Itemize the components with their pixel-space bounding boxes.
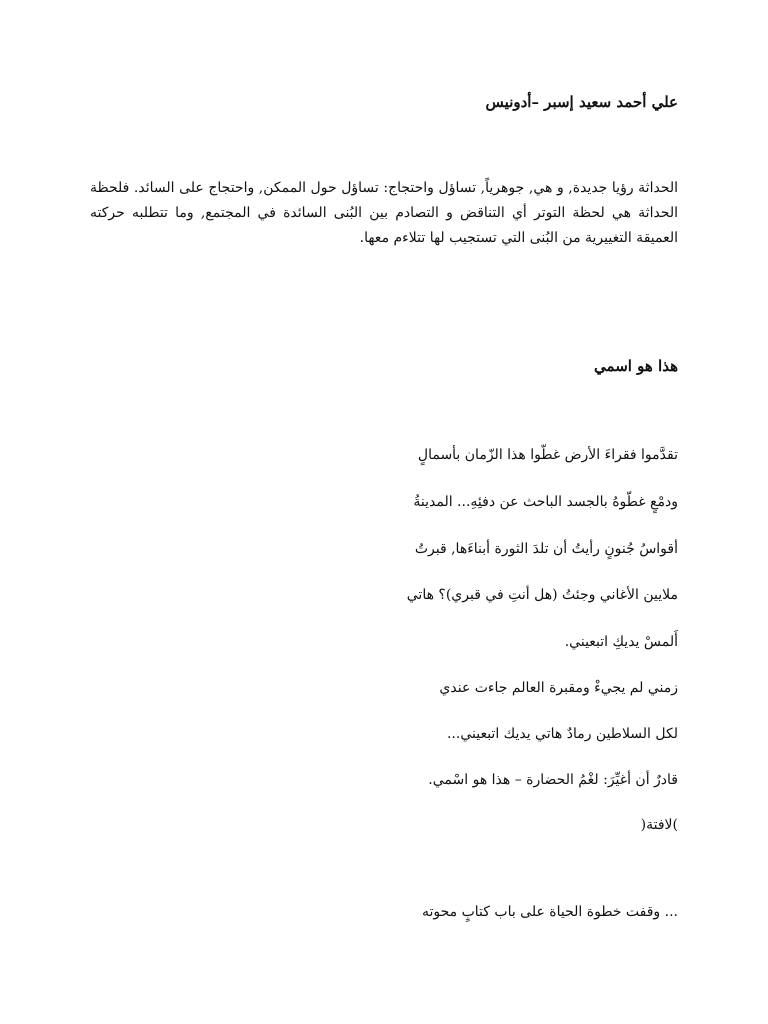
poem-line-4: ملايين الأغاني وجئتُ (هل أنتِ في قبري)؟ هاتي <box>406 587 678 603</box>
poem-line-6: زمني لم يجيءْ ومقبرة العالم جاءت عندي <box>439 680 678 696</box>
poem-line-2: ودمْعٍ غطّوهُ بالجسد الباحث عن دفئِهِ... المدينةُ <box>413 494 678 510</box>
poem-line-9: )لافتة( <box>640 817 678 833</box>
intro-paragraph: الحداثة رؤيا جديدة, و هي, جوهرياً, تساؤل واحتجاج: تساؤل حول الممكن, واحتجاج على السائد. فلحظة الحداثة هي لحظة التوتر أي التناقض و التصادم بين البُنى السائدة في المجتمع, وما تتطلبه حركته العميقة التغييرية من البُنى التي تستجيب لها تتلاءم معها. <box>90 180 678 246</box>
author-heading: علي أحمد سعيد إسبر –أدونيس <box>485 93 678 111</box>
footer-line: ... وقفت خطوة الحياة على باب كتابٍ محوته <box>421 904 678 920</box>
poem-line-5: أَلمسْ يديكِ اتبعيني. <box>564 634 678 650</box>
poem-line-1: تقدَّموا فقراءَ الأرض غطّوا هذا الزّمان بأسمالٍ <box>417 447 678 463</box>
poem-line-3: أقواسُ جُنونٍ رأيتُ أن تلدَ الثورة أبناءَها, قبرتُ <box>414 541 678 557</box>
poem-title: هذا هو اسمي <box>594 357 678 375</box>
poem-line-7: لكل السلاطين رمادٌ هاتي يديك اتبعيني... <box>446 726 678 742</box>
poem-line-8: قادرٌ أن أغيِّرَ: لغْمُ الحضارة – هذا هو اسْمي. <box>428 772 678 788</box>
